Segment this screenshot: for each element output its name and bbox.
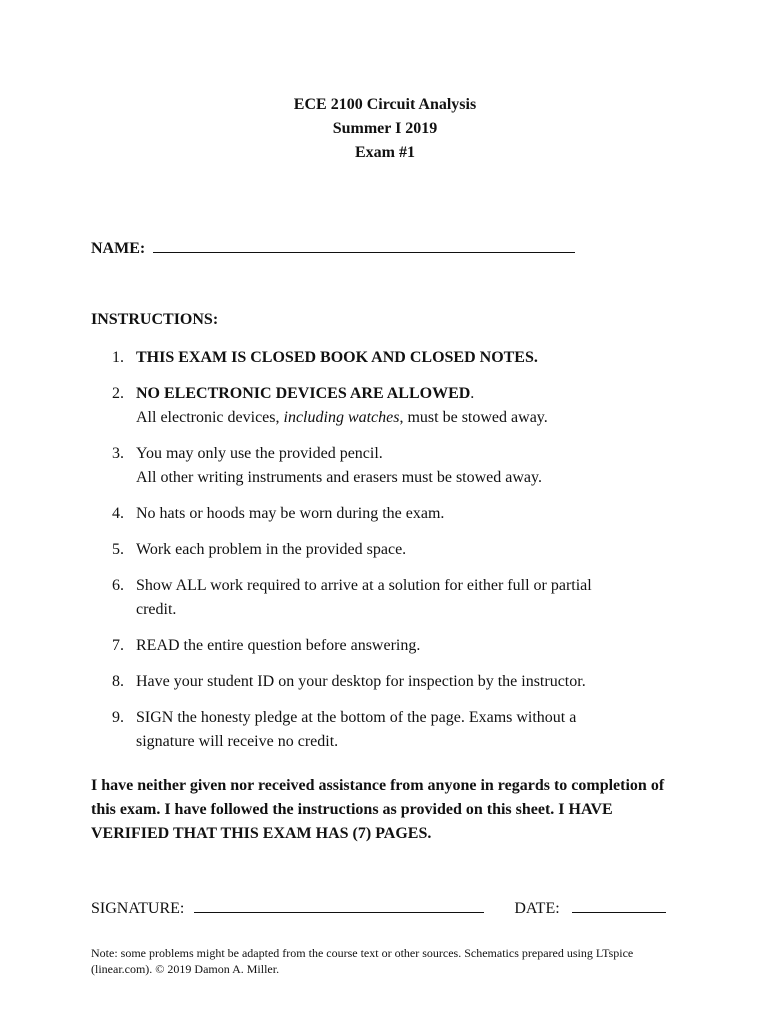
list-item — [112, 442, 672, 490]
list-item — [112, 538, 672, 562]
list-number: 8. — [112, 673, 124, 690]
date-blank-line[interactable] — [572, 896, 666, 913]
list-number: 4. — [112, 505, 124, 522]
list-number: 7. — [112, 637, 124, 654]
list-item — [112, 706, 672, 754]
list-item — [112, 634, 672, 658]
honesty-pledge: I have neither given nor received assistance from anyone in regards to completion of this exam. I have followed the instructions as provided on this sheet. I HAVE VERIFIED THAT THIS EXAM HAS (7) PAGES. — [91, 777, 665, 842]
signature-row — [91, 896, 691, 918]
date-label: DATE: — [514, 900, 560, 917]
list-number: 2. — [112, 385, 124, 402]
instructions-list — [112, 346, 672, 766]
instruction-text: , must be stowed away. — [399, 409, 548, 426]
list-item — [112, 574, 672, 622]
instruction-text: You may only use the provided pencil. — [136, 445, 383, 462]
instruction-text: NO ELECTRONIC DEVICES ARE ALLOWED — [136, 385, 471, 402]
instruction-text: credit. — [136, 601, 177, 618]
name-field — [91, 236, 575, 258]
exam-number: Exam #1 — [355, 144, 415, 161]
list-item — [112, 502, 672, 526]
instructions-heading: INSTRUCTIONS: — [91, 311, 219, 328]
instruction-text: Work each problem in the provided space. — [136, 541, 407, 558]
instruction-text: READ the entire question before answering. — [136, 637, 421, 654]
list-number: 6. — [112, 577, 124, 594]
list-item — [112, 346, 672, 370]
instruction-text: No hats or hoods may be worn during the exam. — [136, 505, 445, 522]
instruction-text: THIS EXAM IS CLOSED BOOK AND CLOSED NOTES. — [136, 349, 538, 366]
instruction-text: Show ALL work required to arrive at a solution for either full or partial — [136, 577, 592, 594]
term-title: Summer I 2019 — [332, 120, 438, 137]
instruction-emphasis: including watches — [283, 409, 400, 426]
list-number: 9. — [112, 709, 124, 726]
instruction-text: . — [470, 385, 475, 402]
name-label: NAME: — [91, 240, 146, 257]
signature-blank-line[interactable] — [194, 896, 484, 913]
exam-title-block — [0, 93, 770, 165]
instruction-text: All other writing instruments and erasers must be stowed away. — [136, 469, 542, 486]
list-number: 1. — [112, 349, 124, 366]
list-item — [112, 382, 672, 430]
signature-label: SIGNATURE: — [91, 900, 185, 917]
list-number: 3. — [112, 445, 124, 462]
list-number: 5. — [112, 541, 124, 558]
instruction-text: signature will receive no credit. — [136, 733, 339, 750]
list-item — [112, 670, 672, 694]
course-title: ECE 2100 Circuit Analysis — [293, 96, 477, 113]
instruction-text: All electronic devices, — [136, 409, 284, 426]
instruction-text: Have your student ID on your desktop for inspection by the instructor. — [136, 673, 586, 690]
footnote: Note: some problems might be adapted from the course text or other sources. Schematics prepared using LTspice (linear.com). © 2019 Damon A. Miller. — [91, 946, 634, 976]
name-blank-line[interactable] — [153, 236, 575, 253]
instruction-text: SIGN the honesty pledge at the bottom of the page. Exams without a — [136, 709, 577, 726]
